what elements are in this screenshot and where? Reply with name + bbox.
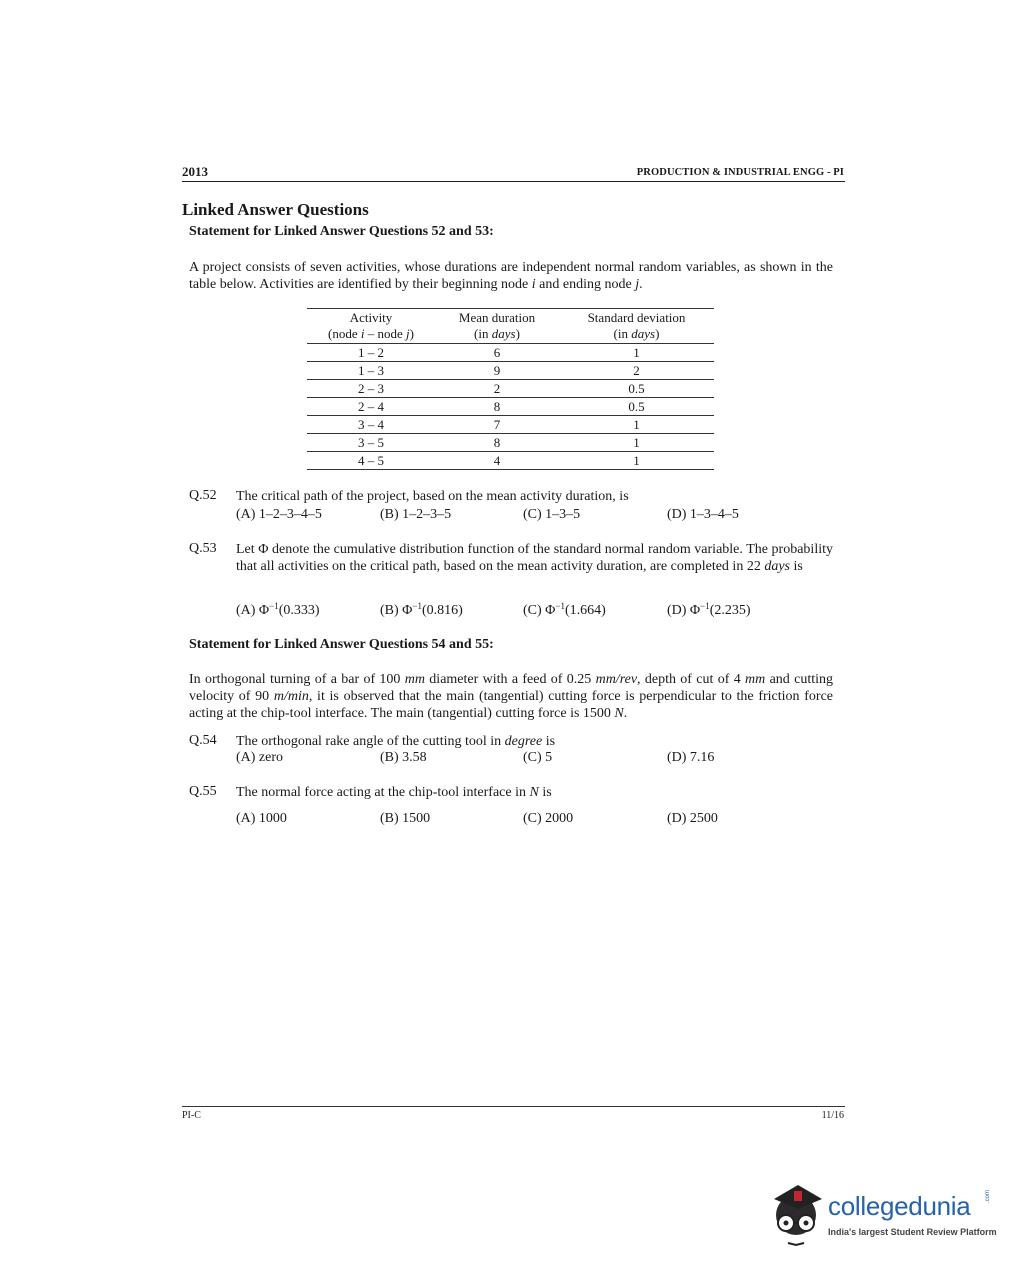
statement-54-55: Statement for Linked Answer Questions 54 and 55: [189,637,494,652]
q53-option-d: (D) $\Phi^{-1}(2.235)$ [667,601,751,618]
q54-option-d: (D) 7.16 [667,750,715,765]
footer-page-number: 11/16 [821,1110,844,1121]
col-header-activity: Activity (node i – node j) [328,310,414,341]
q55-option-b: (B) 1500 [380,811,431,826]
q53-option-b: (B) $\Phi^{-1}(0.816)$ [380,601,463,618]
col-header-mean: Mean duration (in days) [458,310,536,341]
q53-option-a: (A) $\Phi^{-1}(0.333)$ [236,601,320,618]
statement-52-53: Statement for Linked Answer Questions 52 and 53: [189,224,494,239]
q54-option-c: (C) 5 [523,750,553,765]
cell-std: 2 [559,362,714,380]
header-rule [182,181,845,182]
q54-text: The orthogonal rake angle of the cutting tool in degree is [236,734,556,749]
q52-number: Q.52 [189,488,217,503]
q55-option-d: (D) 2500 [667,811,718,826]
cell-activity: 3 – 5 [307,434,435,452]
cell-mean: 7 [435,416,559,434]
q52-option-b: (B) 1–2–3–5 [380,507,452,522]
col-header-std: Standard deviation (in days) [587,310,686,341]
q55-text: The normal force acting at the chip-tool interface in N is [236,785,552,800]
cell-activity: 1 – 2 [307,344,435,362]
table-row [307,398,714,416]
cell-activity: 4 – 5 [307,452,435,470]
cell-activity: 2 – 3 [307,380,435,398]
q53-option-c: (C) $\Phi^{-1}(1.664)$ [523,601,606,618]
cell-mean: 2 [435,380,559,398]
q52-text: The critical path of the project, based on the mean activity duration, is [236,489,629,504]
footer-code: PI-C [182,1110,201,1121]
q54-option-a: (A) zero [236,750,284,765]
table-row [307,452,714,470]
cell-std: 1 [559,344,714,362]
cell-activity: 2 – 4 [307,398,435,416]
table-row [307,416,714,434]
q55-option-c: (C) 2000 [523,811,574,826]
footer-rule [182,1106,845,1107]
q52-option-c: (C) 1–3–5 [523,507,581,522]
cell-activity: 1 – 3 [307,362,435,380]
project-paragraph: A project consists of seven activities, whose durations are independent normal random variables, as shown in the table below. Activities are identified by their beginning node i and ending node j. [189,260,833,292]
cell-std: 0.5 [559,380,714,398]
table-row [307,434,714,452]
activity-table [307,308,714,470]
q53-number: Q.53 [189,541,217,556]
table-row [307,344,714,362]
cell-std: 1 [559,452,714,470]
header-title: PRODUCTION & INDUSTRIAL ENGG - PI [636,167,844,178]
q55-number: Q.55 [189,784,217,799]
cell-mean: 8 [435,434,559,452]
header-year: 2013 [182,164,208,179]
cell-mean: 4 [435,452,559,470]
q53-text: Let Φ denote the cumulative distribution function of the standard normal random variable. The probability that all activities on the critical path, based on the mean activity duration, are completed in 22 days is [236,542,833,574]
table-row [307,362,714,380]
logo-wordmark: collegedunia [828,1191,971,1221]
logo-tagline: India's largest Student Review Platform [828,1227,997,1237]
cell-std: 1 [559,416,714,434]
table-row [307,380,714,398]
cell-std: 1 [559,434,714,452]
q55-option-a: (A) 1000 [236,811,287,826]
turning-paragraph: In orthogonal turning of a bar of 100 mm diameter with a feed of 0.25 mm/rev, depth of cut of 4 mm and cutting velocity of 90 m/min, it is observed that the main (tangential) cutting force is perpendicular to the friction force acting at the chip-tool interface. The main (tangential) cutting force is 1500 N. [189,672,833,721]
cell-mean: 8 [435,398,559,416]
cell-mean: 9 [435,362,559,380]
logo-domain: .com [985,1189,991,1203]
section-title: Linked Answer Questions [182,200,369,219]
q52-option-a: (A) 1–2–3–4–5 [236,507,322,522]
q54-number: Q.54 [189,733,217,748]
q54-option-b: (B) 3.58 [380,750,427,765]
cell-activity: 3 – 4 [307,416,435,434]
q52-option-d: (D) 1–3–4–5 [667,507,739,522]
cell-std: 0.5 [559,398,714,416]
cell-mean: 6 [435,344,559,362]
